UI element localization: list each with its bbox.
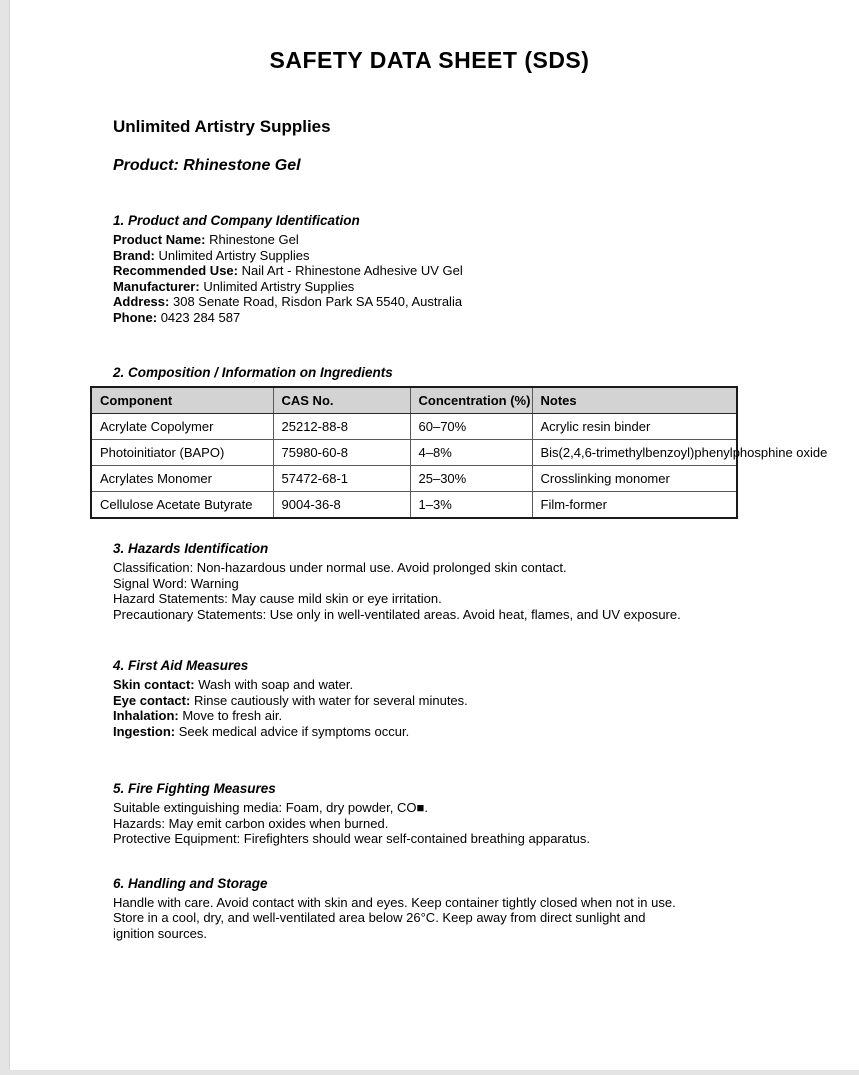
handling-storage-line: Handle with care. Avoid contact with skin and eyes. Keep container tightly closed when not in use. bbox=[113, 894, 676, 910]
field-product-name bbox=[113, 232, 859, 248]
table-row bbox=[91, 414, 737, 440]
field-phone bbox=[113, 310, 859, 326]
section-fire-fighting-body bbox=[113, 800, 859, 847]
cell-notes: Bis(2,4,6-trimethylbenzoyl)phenylphosphine oxide bbox=[532, 440, 737, 466]
section-composition-heading: 2. Composition / Information on Ingredients bbox=[113, 365, 393, 380]
field-eye-contact bbox=[113, 693, 859, 709]
hazards-line: Classification: Non-hazardous under normal use. Avoid prolonged skin contact. bbox=[113, 560, 567, 575]
field-label: Ingestion: bbox=[113, 723, 176, 739]
column-header-notes: Notes bbox=[532, 387, 737, 414]
field-manufacturer bbox=[113, 279, 859, 295]
handling-storage-line: Store in a cool, dry, and well-ventilated area below 26°C. Keep away from direct sunlight and bbox=[113, 910, 646, 925]
section-fire-fighting-heading: 5. Fire Fighting Measures bbox=[113, 781, 276, 796]
section-hazards-body bbox=[113, 560, 859, 622]
column-header-concentration: Concentration (%) bbox=[410, 387, 532, 414]
field-value: Rinse cautiously with water for several minutes. bbox=[193, 692, 468, 708]
field-value: Nail Art - Rhinestone Adhesive UV Gel bbox=[241, 263, 463, 278]
section-handling-storage-heading: 6. Handling and Storage bbox=[113, 875, 268, 891]
section-first-aid-body bbox=[113, 677, 859, 739]
cell-cas: 9004-36-8 bbox=[273, 492, 410, 519]
field-label: Eye contact: bbox=[113, 692, 191, 708]
field-value: 308 Senate Road, Risdon Park SA 5540, Australia bbox=[172, 294, 463, 309]
field-value: Wash with soap and water. bbox=[198, 677, 354, 692]
product-line: Product: Rhinestone Gel bbox=[113, 157, 301, 174]
field-value: 0423 284 587 bbox=[160, 309, 241, 325]
viewport-edge-bottom bbox=[0, 1070, 859, 1075]
fire-fighting-line: Hazards: May emit carbon oxides when burned. bbox=[113, 815, 389, 831]
field-value: Move to fresh air. bbox=[182, 708, 283, 723]
ingredients-table bbox=[90, 386, 828, 519]
field-label: Phone: bbox=[113, 309, 158, 325]
table-row bbox=[91, 466, 737, 492]
handling-storage-line: ignition sources. bbox=[113, 925, 207, 941]
field-value: Unlimited Artistry Supplies bbox=[158, 247, 310, 263]
column-header-component: Component bbox=[91, 387, 273, 414]
fire-fighting-line: Suitable extinguishing media: Foam, dry powder, CO■. bbox=[113, 800, 428, 815]
cell-notes: Film-former bbox=[532, 492, 737, 519]
field-recommended-use bbox=[113, 263, 859, 279]
company-name: Unlimited Artistry Supplies bbox=[113, 117, 331, 136]
cell-cas: 25212-88-8 bbox=[273, 414, 410, 440]
field-ingestion bbox=[113, 724, 859, 740]
cell-concentration: 60–70% bbox=[410, 414, 532, 440]
table-row bbox=[91, 492, 737, 519]
hazards-line: Precautionary Statements: Use only in well-ventilated areas. Avoid heat, flames, and UV exposure. bbox=[113, 606, 681, 622]
cell-component: Photoinitiator (BAPO) bbox=[91, 440, 273, 466]
hazards-line: Hazard Statements: May cause mild skin or eye irritation. bbox=[113, 591, 442, 606]
document-title: SAFETY DATA SHEET (SDS) bbox=[269, 47, 590, 73]
hazards-line: Signal Word: Warning bbox=[113, 575, 239, 591]
field-label: Product Name: bbox=[113, 232, 206, 247]
cell-concentration: 4–8% bbox=[410, 440, 532, 466]
cell-cas: 75980-60-8 bbox=[273, 440, 410, 466]
field-label: Skin contact: bbox=[113, 677, 195, 692]
section-first-aid-heading: 4. First Aid Measures bbox=[113, 658, 249, 673]
field-skin-contact bbox=[113, 677, 859, 693]
field-address bbox=[113, 294, 859, 310]
cell-concentration: 1–3% bbox=[410, 492, 532, 519]
cell-component: Acrylate Copolymer bbox=[91, 414, 273, 440]
field-label: Brand: bbox=[113, 247, 155, 263]
field-label: Inhalation: bbox=[113, 708, 179, 723]
table-row bbox=[91, 440, 737, 466]
field-brand bbox=[113, 248, 859, 264]
column-header-cas: CAS No. bbox=[273, 387, 410, 414]
cell-component: Acrylates Monomer bbox=[91, 466, 273, 492]
cell-cas: 57472-68-1 bbox=[273, 466, 410, 492]
field-inhalation bbox=[113, 708, 859, 724]
cell-component: Cellulose Acetate Butyrate bbox=[91, 492, 273, 519]
section-identification-body bbox=[113, 232, 859, 325]
section-hazards-heading: 3. Hazards Identification bbox=[113, 541, 269, 556]
field-value: Rhinestone Gel bbox=[209, 232, 299, 247]
section-identification-heading: 1. Product and Company Identification bbox=[113, 213, 360, 228]
field-label: Address: bbox=[113, 294, 170, 309]
section-handling-storage-body bbox=[113, 895, 859, 942]
field-label: Manufacturer: bbox=[113, 278, 200, 294]
cell-concentration: 25–30% bbox=[410, 466, 532, 492]
cell-notes: Acrylic resin binder bbox=[532, 414, 737, 440]
fire-fighting-line: Protective Equipment: Firefighters should wear self-contained breathing apparatus. bbox=[113, 831, 590, 846]
field-value: Seek medical advice if symptoms occur. bbox=[178, 723, 410, 739]
field-value: Unlimited Artistry Supplies bbox=[203, 278, 355, 294]
table-header-row bbox=[91, 387, 737, 414]
field-label: Recommended Use: bbox=[113, 263, 238, 278]
cell-notes: Crosslinking monomer bbox=[532, 466, 737, 492]
